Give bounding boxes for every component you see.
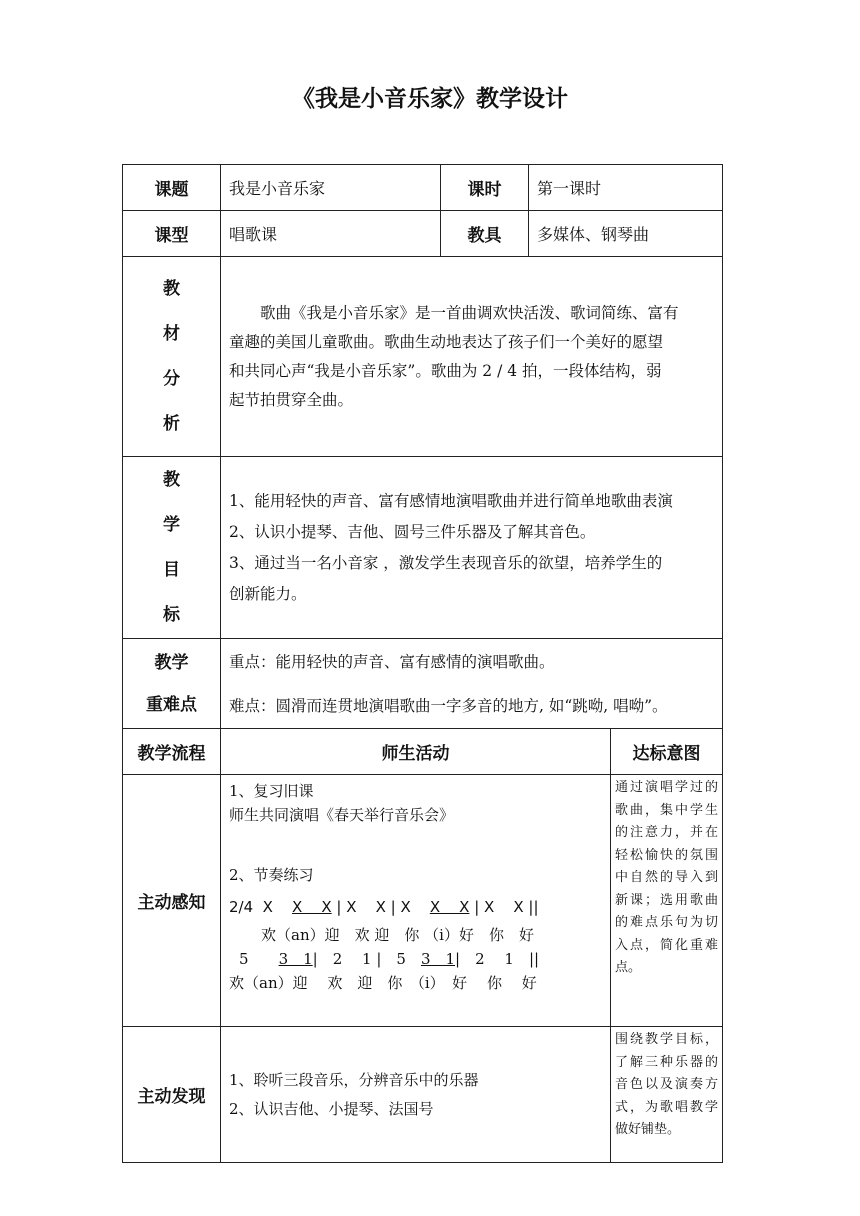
lyrics-line-1: 欢（an）迎 欢 迎 你 （i）好 你 好 [261,926,534,944]
topic-value: 我是小音乐家 [221,165,441,211]
stage1-intent: 通过演唱学过的歌曲，集中学生的注意力，并在轻松愉快的氛围中自然的导入到新课；选用歌曲的难点乐句为切入点，简化重难点。 [611,775,723,1027]
goals-label: 教 学 目 标 [123,457,221,639]
analysis-text: 歌曲《我是小音乐家》是一首曲调欢快活泼、歌词简练、富有 童趣的美国儿童歌曲。歌曲生动地表达了孩子们一个美好的愿望 和共同心声“我是小音乐家”。歌曲为 2 / 4 拍，一段体结构，弱 起节拍贯穿全曲。 [221,257,723,457]
col-flow-header: 教学流程 [123,729,221,775]
stage2-intent: 围绕教学目标，了解三种乐器的音色以及演奏方式，为歌唱教学做好铺垫。 [611,1027,723,1163]
type-label: 课型 [123,211,221,257]
stage1-label: 主动感知 [123,775,221,1027]
lesson-info-table [122,164,723,729]
review-title: 1、复习旧课 [229,782,314,800]
stage1-activity [221,775,611,1027]
review-body: 师生共同演唱《春天举行音乐会》 [229,806,455,824]
period-label: 课时 [441,165,529,211]
analysis-label: 教 材 分 析 [123,257,221,457]
col-activity-header: 师生活动 [221,729,611,775]
stage2-item-2: 2、认识吉他、小提琴、法国号 [229,1099,434,1118]
rhythm-meter: 2/4 [229,898,254,916]
rhythm-title: 2、节奏练习 [229,866,314,884]
tools-value: 多媒体、钢琴曲 [529,211,723,257]
rhythm-line: 2/4 X X X | X X | X X X | X X || [229,898,539,916]
document-title: 《我是小音乐家》教学设计 [292,86,568,112]
stage2-label: 主动发现 [123,1027,221,1163]
goals-text: 1、能用轻快的声音、富有感情地演唱歌曲并进行简单地歌曲表演 2、认识小提琴、吉他、圆号三件乐器及了解其音色。 3、通过当一名小音家 ，激发学生表现音乐的欲望，培养学生的 创新能力。 [221,457,723,639]
difficulty-point: 难点：圆滑而连贯地演唱歌曲一字多音的地方, 如“跳呦, 唱呦”。 [229,696,668,715]
stage2-item-1: 1、聆听三段音乐，分辨音乐中的乐器 [229,1070,479,1089]
keypoints-label: 教学 重难点 [123,639,221,729]
lyrics-line-2: 欢（an）迎 欢 迎 你 （i） 好 你 好 [229,974,537,992]
col-intent-header: 达标意图 [611,729,723,775]
process-table [122,728,723,1163]
keypoints-text [221,639,723,729]
period-value: 第一课时 [529,165,723,211]
tools-label: 教具 [441,211,529,257]
notes-line: 5 3 1| 2 1 | 5 3 1| 2 1 || [239,950,540,968]
key-point: 重点：能用轻快的声音、富有感情的演唱歌曲。 [229,652,555,671]
stage2-activity [221,1027,611,1163]
topic-label: 课题 [123,165,221,211]
type-value: 唱歌课 [221,211,441,257]
